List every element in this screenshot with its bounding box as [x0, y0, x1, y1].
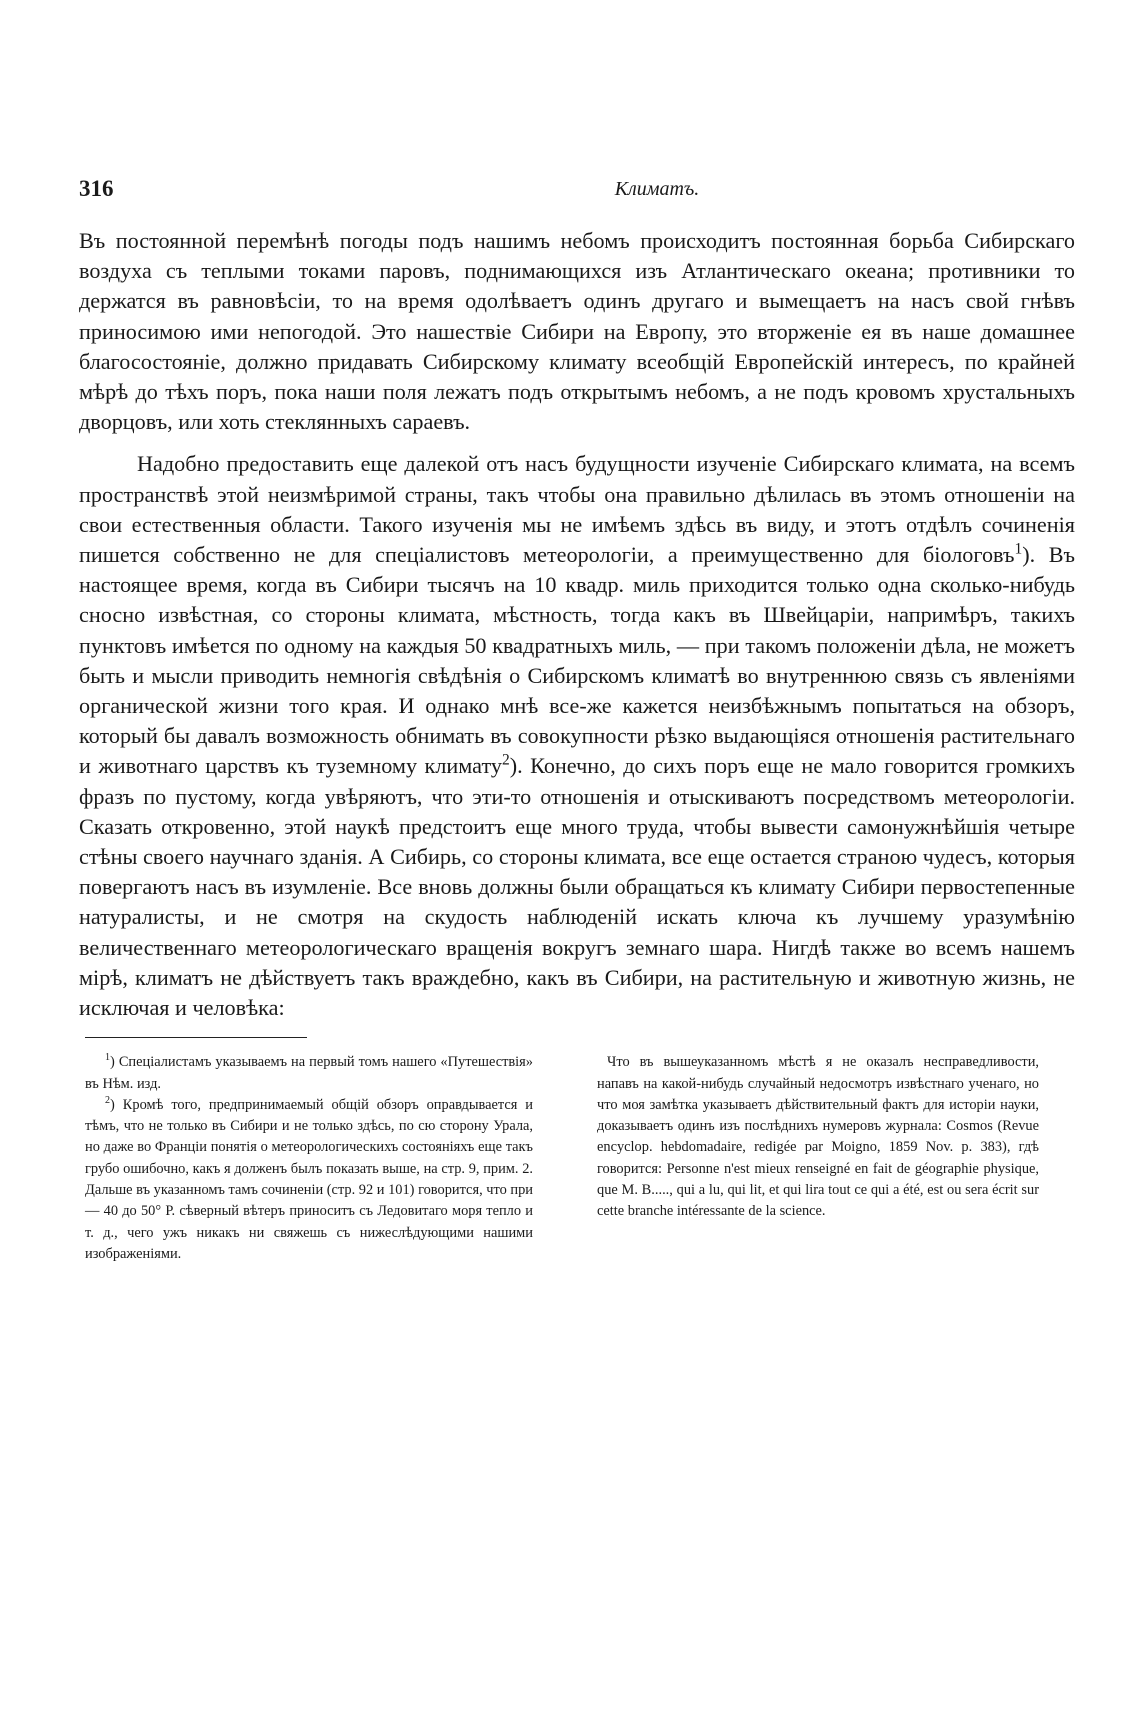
- footnote-1: [85, 1052, 533, 1095]
- footnotes-left-column: [85, 1052, 533, 1265]
- paragraph-2-part-a: Надобно предоставить еще далекой отъ насъ будущности изученіе Сибирскаго климата, на всемъ пространствѣ этой неизмѣримой страны, такъ чтобы она правильно дѣлилась въ этомъ отношеніи на свои естественныя области. Такого изученія мы не имѣемъ здѣсь въ виду, и этотъ отдѣлъ сочиненія пишется собственно не для спеціалистовъ метеорологіи, а преимущественно для біологовъ: [79, 451, 1075, 568]
- footnotes-right-column: [597, 1052, 1039, 1222]
- footnote-ref-2: 2: [501, 752, 510, 770]
- footnote-2: [85, 1095, 533, 1265]
- book-page: [79, 176, 1075, 1262]
- page-header: [79, 176, 1075, 216]
- main-text: [79, 226, 1075, 1023]
- footnote-1-mark: 1: [105, 1052, 111, 1064]
- running-title: Климатъ.: [614, 178, 700, 200]
- paragraph-2-part-c: ). Конечно, до сихъ поръ еще не мало говорится громкихъ фразъ по пустому, когда увѣряютъ, что эти-то отношенія и отыскиваютъ посредствомъ метеорологіи. Сказать откровенно, этой наукѣ предстоитъ еще много труда, чтобы вывести самонужнѣйшія четыре стѣны своего научнаго зданія. А Сибирь, со стороны климата, все еще остается страною чудесъ, которыя повергаютъ насъ въ изумленіе. Все вновь должны были обращаться къ климату Сибири первостепенные натуралисты, и не смотря на скудость наблюденій искать ключа къ лучшему уразумѣнію величественнаго метеорологическаго вращенія вокругъ земнаго шара. Нигдѣ также во всемъ нашемъ мірѣ, климатъ не дѣйствуетъ такъ враждебно, какъ въ Сибири, на растительную и животную жизнь, не исключая и человѣка:: [79, 753, 1075, 1021]
- page-number: 316: [79, 176, 114, 201]
- footnote-divider: [85, 1037, 307, 1038]
- footnote-2-text: ) Кромѣ того, предпринимаемый общій обзоръ оправдывается и тѣмъ, что не только въ Сибири и не только здѣсь, по сю сторону Урала, но даже во Франціи понятія о метеорологическихъ состояніяхъ еще такъ грубо ошибочно, какъ я долженъ былъ показать выше, на стр. 9, прим. 2. Дальше въ указанномъ тамъ сочиненіи (стр. 92 и 101) говорится, что при — 40 до 50° Р. сѣверный вѣтеръ приноситъ съ Ледовитаго моря тепло и т. д., чего ужъ никакъ ни свяжешь съ нижеслѣдующими нашими изображеніями.: [85, 1096, 533, 1262]
- footnote-2-continuation: Что въ вышеуказанномъ мѣстѣ я не оказалъ несправедливости, напавъ на какой-нибудь случайный недосмотръ извѣстнаго ученаго, но что моя замѣтка указываетъ дѣйствительный фактъ для исторіи науки, доказываетъ одинъ изъ послѣднихъ нумеровъ журнала: Cosmos (Revue encyclop. hebdomadaire, redigée par Moigno, 1859 Nov. p. 383), гдѣ говорится: Personne n'est mieux renseigné en fait de géographie physique, que M. B....., qui a lu, qui lit, et qui lira tout ce qui a été, est ou sera écrit sur cette branche intéressante de la science.: [597, 1054, 1039, 1220]
- footnote-1-text: ) Спеціалистамъ указываемъ на первый томъ нашего «Путешествія» въ Нѣм. изд.: [85, 1054, 533, 1092]
- paragraph-1: Въ постоянной перемѣнѣ погоды подъ нашимъ небомъ происходитъ постоянная борьба Сибирскаго воздуха съ теплыми токами паровъ, поднимающихся изъ Атлантическаго океана; противники то держатся въ равновѣсіи, то на время одолѣваетъ одинъ другаго и вымещаетъ на насъ свой гнѣвъ приносимою ими непогодой. Это нашествіе Сибири на Европу, это вторженіе ея въ наше домашнее благосостояніе, должно придавать Сибирскому климату всеобщій Европейскій интересъ, по крайней мѣрѣ до тѣхъ поръ, пока наши поля лежатъ подъ открытымъ небомъ, а не подъ кровомъ хрустальныхъ дворцовъ, или хоть стеклянныхъ сараевъ.: [79, 228, 1075, 435]
- paragraph-2: [79, 449, 1075, 1023]
- footnote-2-mark: 2: [105, 1095, 111, 1107]
- paragraph-2-part-b: ). Въ настоящее время, когда въ Сибири тысячъ на 10 квадр. миль приходится только одна сколько-нибудь сносно извѣстная, со стороны климата, мѣстность, тогда какъ въ Швейцаріи, напримѣръ, такихъ пунктовъ имѣется по одному на каждыя 50 квадратныхъ миль, — при такомъ положеніи дѣла, не можетъ быть и мысли приводить немногія свѣдѣнія о Сибирскомъ климатѣ во внутреннюю связь съ явленіями органической жизни того края. И однако мнѣ все-же кажется неизбѣжнымъ попытаться на обзоръ, который бы давалъ возможность обнимать въ совокупности рѣзко выдающіяся отношенія растительнаго и животнаго царствъ къ туземному климату: [79, 542, 1075, 779]
- footnote-ref-1: 1: [1014, 540, 1023, 558]
